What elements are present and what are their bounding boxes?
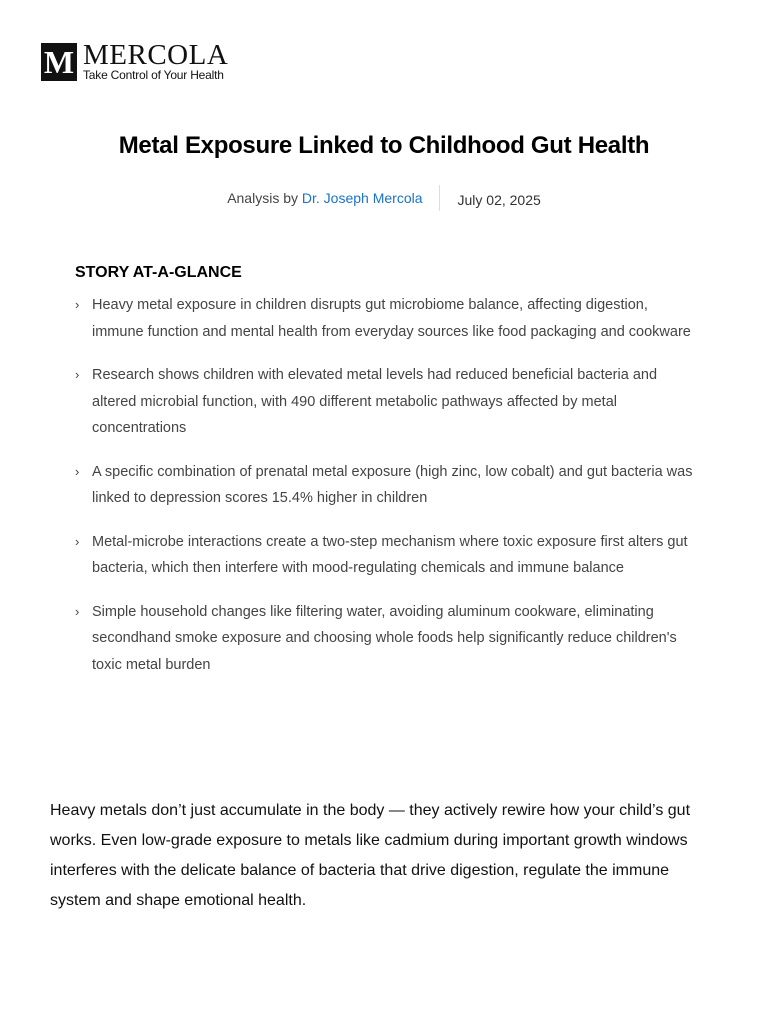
logo-mark: M (41, 43, 77, 81)
mercola-logo[interactable] (41, 39, 229, 82)
glance-item (75, 292, 695, 345)
chevron-right-icon: › (75, 603, 80, 619)
byline-prefix: Analysis by (227, 190, 302, 206)
article-title: Metal Exposure Linked to Childhood Gut Health (118, 132, 650, 159)
chevron-right-icon: › (75, 367, 80, 382)
logo-tagline: Take Control of Your Health (83, 68, 224, 82)
author-link[interactable]: Dr. Joseph Mercola (301, 190, 423, 206)
chevron-right-icon: › (75, 297, 80, 312)
byline-author-block (227, 190, 438, 206)
glance-item (75, 599, 695, 679)
logo-text (83, 39, 229, 82)
story-at-a-glance (75, 264, 695, 695)
intro-paragraph: Heavy metals don’t just accumulate in the body — they actively rewire how your child’s gut works. Even low-grade exposure to metals like cadmium during important growth windows interferes with the delicate balance of bacteria that drive digestion, regulate the immune system and shape emotional health. (50, 802, 691, 909)
glance-item-text: Simple household changes like filtering water, avoiding aluminum cookware, eliminating secondhand smoke exposure and choosing whole foods help significantly reduce children's toxic metal burden (92, 603, 677, 673)
chevron-right-icon: › (75, 463, 80, 479)
glance-item-text: Metal-microbe interactions create a two-step mechanism where toxic exposure first alters gut bacteria, which then interfere with mood-regulating chemicals and immune balance (92, 533, 688, 576)
glance-item-text: A specific combination of prenatal metal exposure (high zinc, low cobalt) and gut bacteria was linked to depression scores 15.4% higher in children (92, 463, 693, 506)
byline (0, 185, 768, 211)
glance-list (75, 292, 695, 678)
publish-date: July 02, 2025 (457, 192, 541, 208)
glance-item-text: Research shows children with elevated metal levels had reduced beneficial bacteria and altered microbial function, with 490 different metabolic pathways affected by metal concentrations (92, 367, 658, 436)
chevron-right-icon: › (75, 533, 80, 549)
logo-wordmark: MERCOLA (83, 39, 229, 71)
glance-heading: STORY AT-A-GLANCE (75, 264, 242, 281)
glance-item-text: Heavy metal exposure in children disrupts gut microbiome balance, affecting digestion, immune function and mental health from everyday sources like food packaging and cookware (92, 297, 691, 340)
glance-item (75, 459, 695, 512)
glance-item (75, 362, 695, 442)
glance-item (75, 529, 695, 582)
